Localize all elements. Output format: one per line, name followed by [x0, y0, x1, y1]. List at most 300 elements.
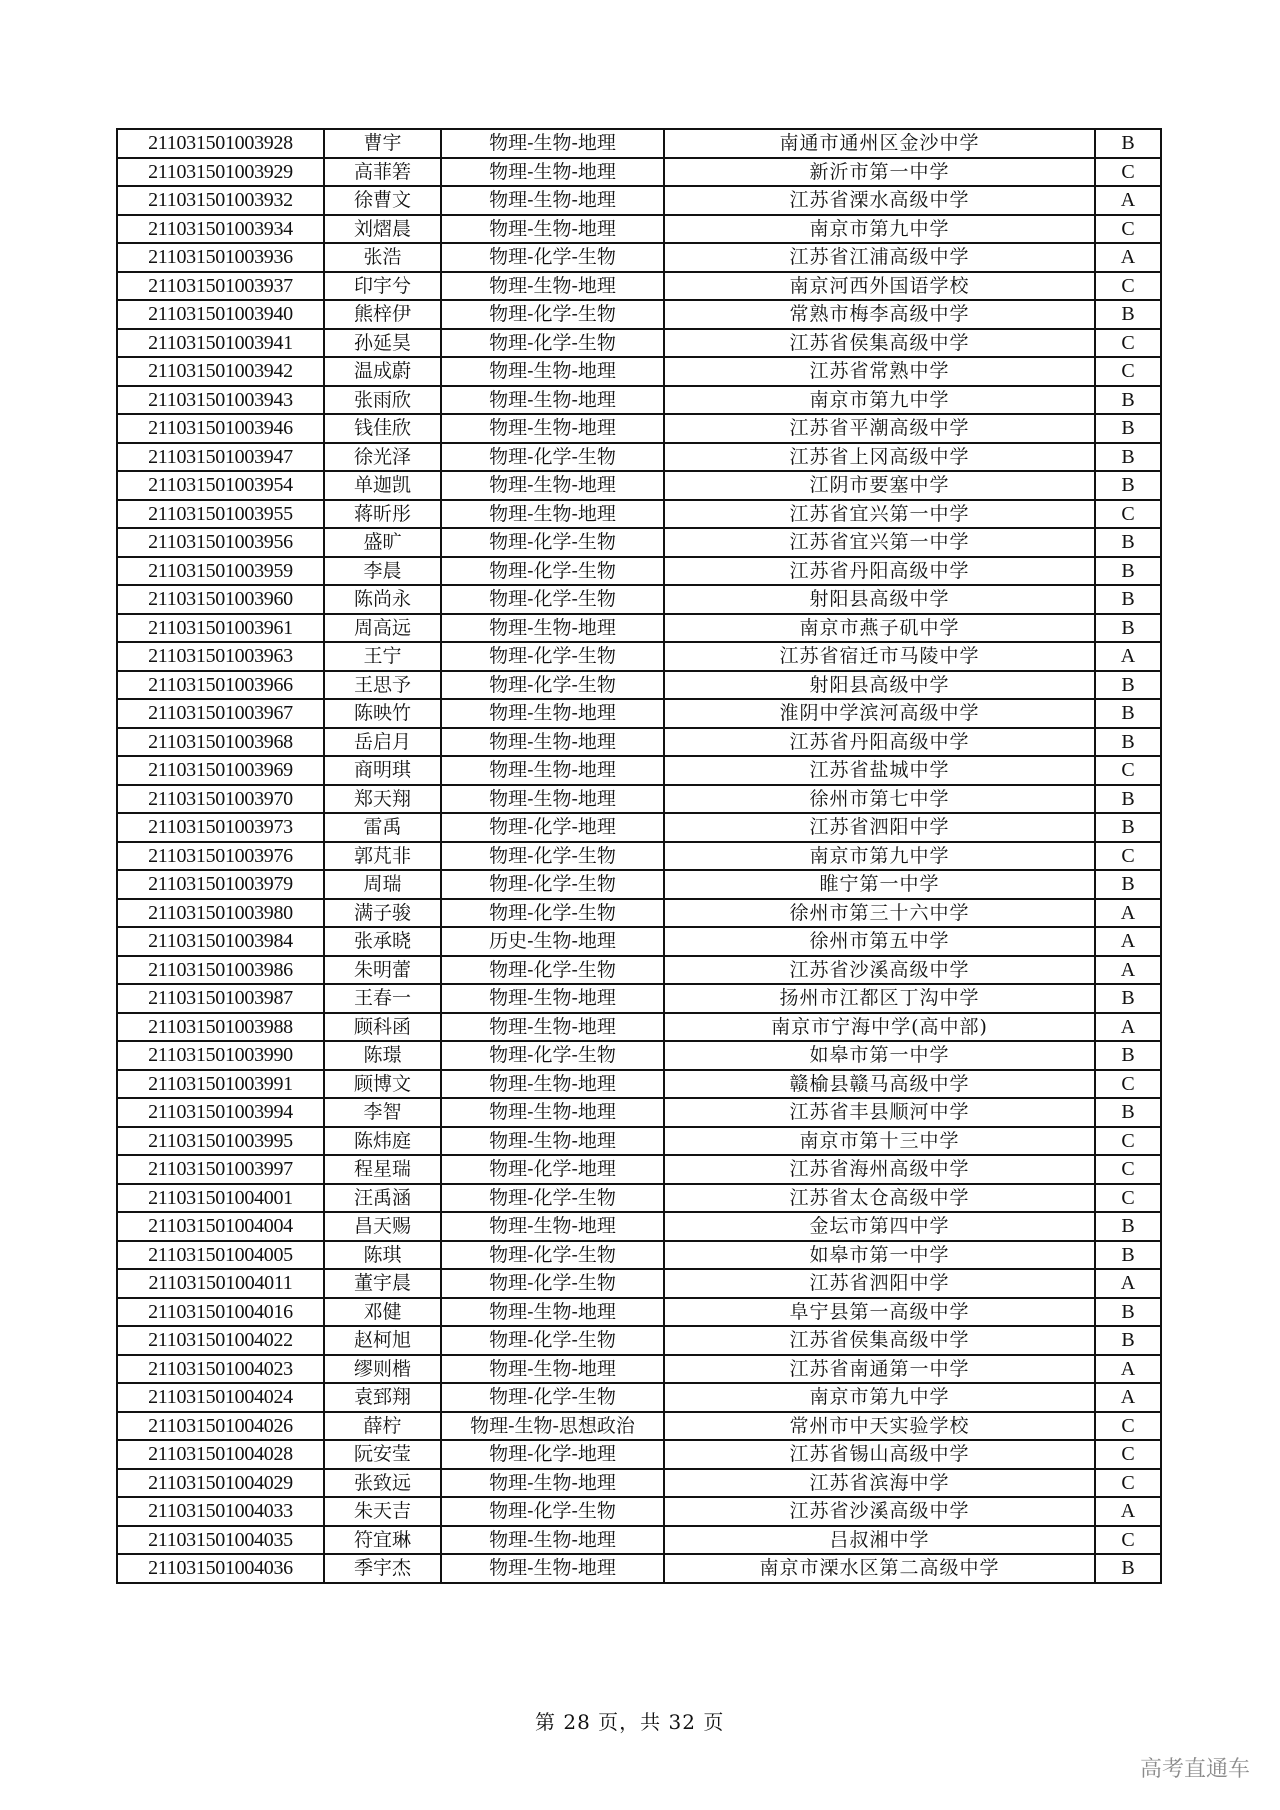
grade-cell: B [1095, 443, 1161, 472]
school-cell: 金坛市第四中学 [664, 1212, 1095, 1241]
student-name-cell: 李晨 [324, 557, 441, 586]
school-cell: 南京市第十三中学 [664, 1127, 1095, 1156]
subject-combo-cell: 物理-生物-地理 [441, 785, 664, 814]
watermark-text: 高考直通车 [1140, 1757, 1251, 1782]
grade-cell: A [1095, 642, 1161, 671]
student-name-cell: 缪则楷 [324, 1355, 441, 1384]
table-row [117, 1269, 1161, 1298]
student-name-cell: 满子骏 [324, 899, 441, 928]
grade-cell: B [1095, 386, 1161, 415]
exam-id-cell: 211031501003976 [117, 842, 324, 871]
student-name-cell: 岳启月 [324, 728, 441, 757]
grade-cell: B [1095, 614, 1161, 643]
subject-combo-cell: 物理-生物-地理 [441, 500, 664, 529]
table-row [117, 471, 1161, 500]
grade-cell: A [1095, 956, 1161, 985]
table-row [117, 813, 1161, 842]
table-row [117, 500, 1161, 529]
school-cell: 南京市第九中学 [664, 386, 1095, 415]
school-cell: 徐州市第五中学 [664, 927, 1095, 956]
grade-cell: C [1095, 158, 1161, 187]
grade-cell: B [1095, 1041, 1161, 1070]
exam-id-cell: 211031501003955 [117, 500, 324, 529]
table-row [117, 642, 1161, 671]
subject-combo-cell: 物理-化学-生物 [441, 585, 664, 614]
subject-combo-cell: 物理-化学-生物 [441, 443, 664, 472]
student-name-cell: 陈尚永 [324, 585, 441, 614]
exam-id-cell: 211031501003959 [117, 557, 324, 586]
table-row [117, 1440, 1161, 1469]
grade-cell: B [1095, 300, 1161, 329]
school-cell: 江苏省江浦高级中学 [664, 243, 1095, 272]
exam-id-cell: 211031501003936 [117, 243, 324, 272]
student-name-cell: 徐光泽 [324, 443, 441, 472]
table-row [117, 1298, 1161, 1327]
school-cell: 睢宁第一中学 [664, 870, 1095, 899]
exam-id-cell: 211031501003956 [117, 528, 324, 557]
exam-id-cell: 211031501003941 [117, 329, 324, 358]
exam-id-cell: 211031501003942 [117, 357, 324, 386]
subject-combo-cell: 物理-生物-地理 [441, 1355, 664, 1384]
subject-combo-cell: 物理-生物-地理 [441, 272, 664, 301]
student-name-cell: 孙延昊 [324, 329, 441, 358]
subject-combo-cell: 物理-化学-生物 [441, 557, 664, 586]
grade-cell: B [1095, 671, 1161, 700]
student-name-cell: 周瑞 [324, 870, 441, 899]
subject-combo-cell: 物理-生物-地理 [441, 1526, 664, 1555]
table-row [117, 386, 1161, 415]
school-cell: 江苏省海州高级中学 [664, 1155, 1095, 1184]
exam-id-cell: 211031501004001 [117, 1184, 324, 1213]
subject-combo-cell: 物理-化学-生物 [441, 870, 664, 899]
subject-combo-cell: 物理-化学-生物 [441, 528, 664, 557]
exam-id-cell: 211031501003973 [117, 813, 324, 842]
table-row [117, 984, 1161, 1013]
school-cell: 江苏省沙溪高级中学 [664, 1497, 1095, 1526]
grade-cell: C [1095, 1155, 1161, 1184]
student-name-cell: 陈映竹 [324, 699, 441, 728]
table-row [117, 1326, 1161, 1355]
exam-id-cell: 211031501003994 [117, 1098, 324, 1127]
exam-id-cell: 211031501003980 [117, 899, 324, 928]
student-name-cell: 阮安莹 [324, 1440, 441, 1469]
exam-id-cell: 211031501004004 [117, 1212, 324, 1241]
table-row [117, 528, 1161, 557]
school-cell: 江苏省锡山高级中学 [664, 1440, 1095, 1469]
table-row [117, 671, 1161, 700]
student-name-cell: 印宇兮 [324, 272, 441, 301]
student-name-cell: 盛旷 [324, 528, 441, 557]
grade-cell: A [1095, 1497, 1161, 1526]
exam-id-cell: 211031501004016 [117, 1298, 324, 1327]
subject-combo-cell: 物理-生物-地理 [441, 984, 664, 1013]
school-cell: 如皋市第一中学 [664, 1241, 1095, 1270]
school-cell: 南京河西外国语学校 [664, 272, 1095, 301]
subject-combo-cell: 物理-化学-生物 [441, 1497, 664, 1526]
subject-combo-cell: 物理-生物-地理 [441, 129, 664, 158]
subject-combo-cell: 物理-生物-地理 [441, 386, 664, 415]
subject-combo-cell: 物理-化学-生物 [441, 1326, 664, 1355]
exam-id-cell: 211031501003986 [117, 956, 324, 985]
results-table-body [117, 129, 1161, 1583]
student-name-cell: 钱佳欣 [324, 414, 441, 443]
student-name-cell: 张雨欣 [324, 386, 441, 415]
student-name-cell: 汪禹涵 [324, 1184, 441, 1213]
table-row [117, 1184, 1161, 1213]
subject-combo-cell: 物理-生物-地理 [441, 1013, 664, 1042]
student-name-cell: 顾博文 [324, 1070, 441, 1099]
student-name-cell: 蒋昕彤 [324, 500, 441, 529]
school-cell: 常州市中天实验学校 [664, 1412, 1095, 1441]
exam-id-cell: 211031501004028 [117, 1440, 324, 1469]
student-name-cell: 郑天翔 [324, 785, 441, 814]
subject-combo-cell: 物理-生物-地理 [441, 728, 664, 757]
table-row [117, 1241, 1161, 1270]
student-name-cell: 陈琪 [324, 1241, 441, 1270]
grade-cell: B [1095, 870, 1161, 899]
grade-cell: B [1095, 1554, 1161, 1583]
school-cell: 江苏省宿迁市马陵中学 [664, 642, 1095, 671]
grade-cell: A [1095, 1269, 1161, 1298]
grade-cell: B [1095, 1212, 1161, 1241]
table-row [117, 1412, 1161, 1441]
student-name-cell: 袁郅翔 [324, 1383, 441, 1412]
school-cell: 江苏省溧水高级中学 [664, 186, 1095, 215]
student-name-cell: 程星瑞 [324, 1155, 441, 1184]
grade-cell: B [1095, 785, 1161, 814]
exam-id-cell: 211031501004011 [117, 1269, 324, 1298]
grade-cell: B [1095, 528, 1161, 557]
exam-id-cell: 211031501003988 [117, 1013, 324, 1042]
student-name-cell: 王春一 [324, 984, 441, 1013]
table-row [117, 956, 1161, 985]
table-row [117, 614, 1161, 643]
table-row [117, 186, 1161, 215]
exam-id-cell: 211031501003984 [117, 927, 324, 956]
student-name-cell: 雷禹 [324, 813, 441, 842]
grade-cell: B [1095, 813, 1161, 842]
student-name-cell: 昌天赐 [324, 1212, 441, 1241]
table-row [117, 1212, 1161, 1241]
exam-id-cell: 211031501003970 [117, 785, 324, 814]
school-cell: 如皋市第一中学 [664, 1041, 1095, 1070]
table-row [117, 1155, 1161, 1184]
grade-cell: A [1095, 927, 1161, 956]
grade-cell: C [1095, 1127, 1161, 1156]
subject-combo-cell: 物理-生物-地理 [441, 1298, 664, 1327]
grade-cell: C [1095, 1469, 1161, 1498]
school-cell: 江苏省侯集高级中学 [664, 1326, 1095, 1355]
exam-id-cell: 211031501004036 [117, 1554, 324, 1583]
grade-cell: C [1095, 1526, 1161, 1555]
grade-cell: B [1095, 414, 1161, 443]
exam-id-cell: 211031501004033 [117, 1497, 324, 1526]
grade-cell: B [1095, 984, 1161, 1013]
school-cell: 江苏省平潮高级中学 [664, 414, 1095, 443]
school-cell: 新沂市第一中学 [664, 158, 1095, 187]
exam-id-cell: 211031501003967 [117, 699, 324, 728]
grade-cell: A [1095, 186, 1161, 215]
exam-id-cell: 211031501004024 [117, 1383, 324, 1412]
exam-id-cell: 211031501004005 [117, 1241, 324, 1270]
exam-id-cell: 211031501004023 [117, 1355, 324, 1384]
grade-cell: A [1095, 1355, 1161, 1384]
subject-combo-cell: 物理-生物-地理 [441, 614, 664, 643]
exam-id-cell: 211031501003969 [117, 756, 324, 785]
results-table [116, 128, 1162, 1584]
subject-combo-cell: 物理-生物-地理 [441, 756, 664, 785]
table-row [117, 357, 1161, 386]
school-cell: 江苏省丰县顺河中学 [664, 1098, 1095, 1127]
subject-combo-cell: 物理-化学-生物 [441, 1184, 664, 1213]
grade-cell: A [1095, 899, 1161, 928]
subject-combo-cell: 物理-化学-生物 [441, 1269, 664, 1298]
student-name-cell: 刘熠晨 [324, 215, 441, 244]
table-row [117, 842, 1161, 871]
school-cell: 江苏省宜兴第一中学 [664, 500, 1095, 529]
subject-combo-cell: 物理-化学-生物 [441, 899, 664, 928]
school-cell: 江苏省南通第一中学 [664, 1355, 1095, 1384]
grade-cell: B [1095, 728, 1161, 757]
student-name-cell: 郭芃非 [324, 842, 441, 871]
exam-id-cell: 211031501003995 [117, 1127, 324, 1156]
school-cell: 徐州市第七中学 [664, 785, 1095, 814]
school-cell: 南通市通州区金沙中学 [664, 129, 1095, 158]
school-cell: 江苏省泗阳中学 [664, 1269, 1095, 1298]
subject-combo-cell: 物理-化学-生物 [441, 642, 664, 671]
table-row [117, 585, 1161, 614]
student-name-cell: 邓健 [324, 1298, 441, 1327]
table-row [117, 1355, 1161, 1384]
school-cell: 阜宁县第一高级中学 [664, 1298, 1095, 1327]
subject-combo-cell: 物理-生物-思想政治 [441, 1412, 664, 1441]
subject-combo-cell: 物理-化学-生物 [441, 956, 664, 985]
exam-id-cell: 211031501003947 [117, 443, 324, 472]
exam-id-cell: 211031501003966 [117, 671, 324, 700]
table-row [117, 129, 1161, 158]
exam-id-cell: 211031501003990 [117, 1041, 324, 1070]
exam-id-cell: 211031501003960 [117, 585, 324, 614]
grade-cell: C [1095, 842, 1161, 871]
grade-cell: C [1095, 500, 1161, 529]
subject-combo-cell: 物理-生物-地理 [441, 471, 664, 500]
table-row [117, 728, 1161, 757]
subject-combo-cell: 物理-生物-地理 [441, 1127, 664, 1156]
table-row [117, 1041, 1161, 1070]
exam-id-cell: 211031501004035 [117, 1526, 324, 1555]
table-row [117, 785, 1161, 814]
student-name-cell: 符宜琳 [324, 1526, 441, 1555]
exam-id-cell: 211031501004026 [117, 1412, 324, 1441]
school-cell: 南京市第九中学 [664, 1383, 1095, 1412]
grade-cell: B [1095, 1241, 1161, 1270]
student-name-cell: 熊梓伊 [324, 300, 441, 329]
grade-cell: B [1095, 1098, 1161, 1127]
school-cell: 江苏省宜兴第一中学 [664, 528, 1095, 557]
student-name-cell: 高菲箬 [324, 158, 441, 187]
grade-cell: C [1095, 756, 1161, 785]
subject-combo-cell: 物理-生物-地理 [441, 158, 664, 187]
subject-combo-cell: 物理-生物-地理 [441, 1212, 664, 1241]
student-name-cell: 董宇晨 [324, 1269, 441, 1298]
school-cell: 江苏省滨海中学 [664, 1469, 1095, 1498]
exam-id-cell: 211031501003934 [117, 215, 324, 244]
table-row [117, 927, 1161, 956]
subject-combo-cell: 物理-生物-地理 [441, 186, 664, 215]
table-row [117, 1127, 1161, 1156]
table-row [117, 1497, 1161, 1526]
grade-cell: A [1095, 243, 1161, 272]
subject-combo-cell: 物理-化学-生物 [441, 300, 664, 329]
student-name-cell: 季宇杰 [324, 1554, 441, 1583]
grade-cell: C [1095, 1440, 1161, 1469]
student-name-cell: 温成蔚 [324, 357, 441, 386]
grade-cell: A [1095, 1013, 1161, 1042]
table-row [117, 1383, 1161, 1412]
school-cell: 江苏省侯集高级中学 [664, 329, 1095, 358]
exam-id-cell: 211031501003946 [117, 414, 324, 443]
student-name-cell: 张承晓 [324, 927, 441, 956]
grade-cell: B [1095, 1326, 1161, 1355]
student-name-cell: 陈炜庭 [324, 1127, 441, 1156]
subject-combo-cell: 物理-生物-地理 [441, 215, 664, 244]
student-name-cell: 商明琪 [324, 756, 441, 785]
table-row [117, 1469, 1161, 1498]
subject-combo-cell: 物理-化学-生物 [441, 243, 664, 272]
grade-cell: A [1095, 1383, 1161, 1412]
grade-cell: B [1095, 129, 1161, 158]
exam-id-cell: 211031501003963 [117, 642, 324, 671]
table-row [117, 1554, 1161, 1583]
subject-combo-cell: 物理-生物-地理 [441, 414, 664, 443]
table-row [117, 756, 1161, 785]
table-row [117, 1098, 1161, 1127]
table-row [117, 899, 1161, 928]
student-name-cell: 曹宇 [324, 129, 441, 158]
student-name-cell: 薛柠 [324, 1412, 441, 1441]
table-row [117, 300, 1161, 329]
school-cell: 扬州市江都区丁沟中学 [664, 984, 1095, 1013]
school-cell: 常熟市梅李高级中学 [664, 300, 1095, 329]
table-row [117, 1526, 1161, 1555]
student-name-cell: 徐曹文 [324, 186, 441, 215]
student-name-cell: 陈璟 [324, 1041, 441, 1070]
exam-id-cell: 211031501003928 [117, 129, 324, 158]
school-cell: 南京市第九中学 [664, 842, 1095, 871]
table-row [117, 215, 1161, 244]
table-row [117, 1070, 1161, 1099]
exam-id-cell: 211031501003954 [117, 471, 324, 500]
grade-cell: C [1095, 357, 1161, 386]
grade-cell: B [1095, 585, 1161, 614]
grade-cell: C [1095, 1070, 1161, 1099]
exam-id-cell: 211031501003987 [117, 984, 324, 1013]
exam-id-cell: 211031501003937 [117, 272, 324, 301]
table-row [117, 414, 1161, 443]
subject-combo-cell: 物理-化学-生物 [441, 671, 664, 700]
exam-id-cell: 211031501004022 [117, 1326, 324, 1355]
table-row [117, 1013, 1161, 1042]
grade-cell: B [1095, 1298, 1161, 1327]
school-cell: 江苏省丹阳高级中学 [664, 557, 1095, 586]
school-cell: 江苏省太仓高级中学 [664, 1184, 1095, 1213]
subject-combo-cell: 物理-生物-地理 [441, 1554, 664, 1583]
student-name-cell: 朱天吉 [324, 1497, 441, 1526]
school-cell: 南京市宁海中学(高中部) [664, 1013, 1095, 1042]
grade-cell: C [1095, 215, 1161, 244]
table-row [117, 870, 1161, 899]
school-cell: 淮阴中学滨河高级中学 [664, 699, 1095, 728]
subject-combo-cell: 物理-化学-地理 [441, 1155, 664, 1184]
exam-id-cell: 211031501003979 [117, 870, 324, 899]
subject-combo-cell: 物理-生物-地理 [441, 699, 664, 728]
grade-cell: B [1095, 557, 1161, 586]
grade-cell: C [1095, 1412, 1161, 1441]
school-cell: 江苏省沙溪高级中学 [664, 956, 1095, 985]
student-name-cell: 赵柯旭 [324, 1326, 441, 1355]
table-row [117, 329, 1161, 358]
school-cell: 江阴市要塞中学 [664, 471, 1095, 500]
subject-combo-cell: 物理-生物-地理 [441, 1469, 664, 1498]
student-name-cell: 王宁 [324, 642, 441, 671]
school-cell: 江苏省丹阳高级中学 [664, 728, 1095, 757]
school-cell: 赣榆县赣马高级中学 [664, 1070, 1095, 1099]
student-name-cell: 张致远 [324, 1469, 441, 1498]
school-cell: 吕叔湘中学 [664, 1526, 1095, 1555]
student-name-cell: 朱明蕾 [324, 956, 441, 985]
school-cell: 射阳县高级中学 [664, 585, 1095, 614]
grade-cell: B [1095, 699, 1161, 728]
exam-id-cell: 211031501003991 [117, 1070, 324, 1099]
student-name-cell: 周高远 [324, 614, 441, 643]
exam-id-cell: 211031501004029 [117, 1469, 324, 1498]
subject-combo-cell: 物理-生物-地理 [441, 357, 664, 386]
student-name-cell: 顾科函 [324, 1013, 441, 1042]
subject-combo-cell: 物理-化学-地理 [441, 1440, 664, 1469]
grade-cell: B [1095, 471, 1161, 500]
subject-combo-cell: 物理-化学-生物 [441, 1383, 664, 1412]
exam-id-cell: 211031501003961 [117, 614, 324, 643]
subject-combo-cell: 物理-化学-生物 [441, 1041, 664, 1070]
school-cell: 徐州市第三十六中学 [664, 899, 1095, 928]
student-name-cell: 张浩 [324, 243, 441, 272]
student-name-cell: 王思予 [324, 671, 441, 700]
school-cell: 江苏省盐城中学 [664, 756, 1095, 785]
school-cell: 江苏省上冈高级中学 [664, 443, 1095, 472]
table-row [117, 272, 1161, 301]
subject-combo-cell: 物理-生物-地理 [441, 1098, 664, 1127]
school-cell: 射阳县高级中学 [664, 671, 1095, 700]
table-row [117, 243, 1161, 272]
table-row [117, 557, 1161, 586]
table-row [117, 443, 1161, 472]
subject-combo-cell: 物理-化学-地理 [441, 813, 664, 842]
table-row [117, 158, 1161, 187]
student-name-cell: 李智 [324, 1098, 441, 1127]
table-row [117, 699, 1161, 728]
exam-id-cell: 211031501003997 [117, 1155, 324, 1184]
school-cell: 江苏省常熟中学 [664, 357, 1095, 386]
exam-id-cell: 211031501003968 [117, 728, 324, 757]
subject-combo-cell: 物理-化学-生物 [441, 1241, 664, 1270]
grade-cell: C [1095, 1184, 1161, 1213]
student-name-cell: 单迦凯 [324, 471, 441, 500]
school-cell: 南京市燕子矶中学 [664, 614, 1095, 643]
exam-id-cell: 211031501003940 [117, 300, 324, 329]
subject-combo-cell: 历史-生物-地理 [441, 927, 664, 956]
exam-id-cell: 211031501003943 [117, 386, 324, 415]
school-cell: 南京市溧水区第二高级中学 [664, 1554, 1095, 1583]
